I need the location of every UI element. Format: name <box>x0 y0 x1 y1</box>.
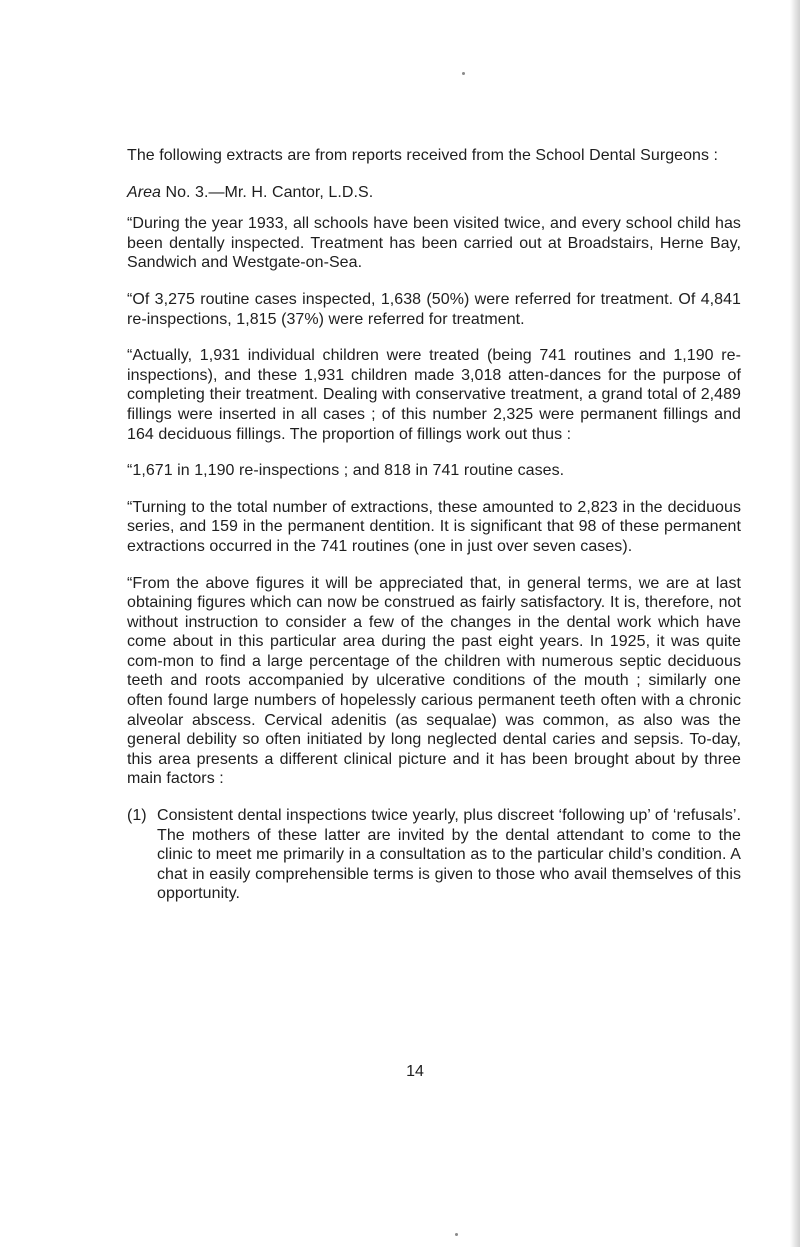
scan-speck <box>455 1233 458 1236</box>
report-paragraph: “Of 3,275 routine cases inspected, 1,638 (50%) were referred for treatment. Of 4,841 re-inspections, 1,815 (37%) were referred for treatment. <box>127 290 741 328</box>
report-paragraph: “Turning to the total number of extractions, these amounted to 2,823 in the deciduous series, and 159 in the permanent dentition. It is significant that 98 of these permanent extractions occurred in the 741 routines (one in just over seven cases). <box>127 498 741 555</box>
area-details: No. 3.—Mr. H. Cantor, L.D.S. <box>161 183 374 201</box>
area-heading <box>127 183 741 203</box>
list-item <box>127 806 741 904</box>
report-paragraph: “Actually, 1,931 individual children were treated (being 741 routines and 1,190 re-inspections), and these 1,931 children made 3,018 atten-dances for the purpose of completing their treatment. Dealing with conservative treatment, a grand total of 2,489 fillings were inserted in all cases ; of this number 2,325 were permanent fillings and 164 deciduous fillings. The proportion of fillings work out thus : <box>127 347 741 443</box>
intro-paragraph: The following extracts are from reports received from the School Dental Surgeons : <box>127 147 719 164</box>
list-item-text: Consistent dental inspections twice yearly, plus discreet ‘following up’ of ‘refusals’. The mothers of these latter are invited by the dental attendant to come to the clinic to meet me primarily in a consultation as to the particular child’s condition. A chat in easily comprehensible terms is given to those who avail themselves of this opportunity. <box>157 807 741 903</box>
area-label: Area <box>127 183 161 201</box>
report-text <box>127 146 741 904</box>
page-edge-shadow <box>790 0 800 1247</box>
report-paragraph: “From the above figures it will be appreciated that, in general terms, we are at last obtaining figures which can now be construed as fairly satisfactory. It is, therefore, not without instruction to consider a few of the changes in the dental work which have come about in this particular area during the past eight years. In 1925, it was quite com-mon to find a large percentage of the children with numerous septic deciduous teeth and roots accompanied by ulcerative conditions of the mouth ; similarly one often found large numbers of hopelessly carious permanent teeth often with a chronic alveolar abscess. Cervical adenitis (as sequalae) was common, as also was the general debility so often initiated by long neglected dental caries and sepsis. To-day, this area presents a different clinical picture and it has been brought about by three main factors : <box>127 574 741 788</box>
report-paragraph: “During the year 1933, all schools have been visited twice, and every school child has been dentally inspected. Treatment has been carried out at Broadstairs, Herne Bay, Sandwich and Westgate-on-Sea. <box>127 215 741 272</box>
scan-speck <box>462 72 465 75</box>
page-number: 14 <box>406 1063 424 1080</box>
list-item-number: (1) <box>127 807 147 825</box>
report-paragraph: “1,671 in 1,190 re-inspections ; and 818 in 741 routine cases. <box>127 462 565 480</box>
